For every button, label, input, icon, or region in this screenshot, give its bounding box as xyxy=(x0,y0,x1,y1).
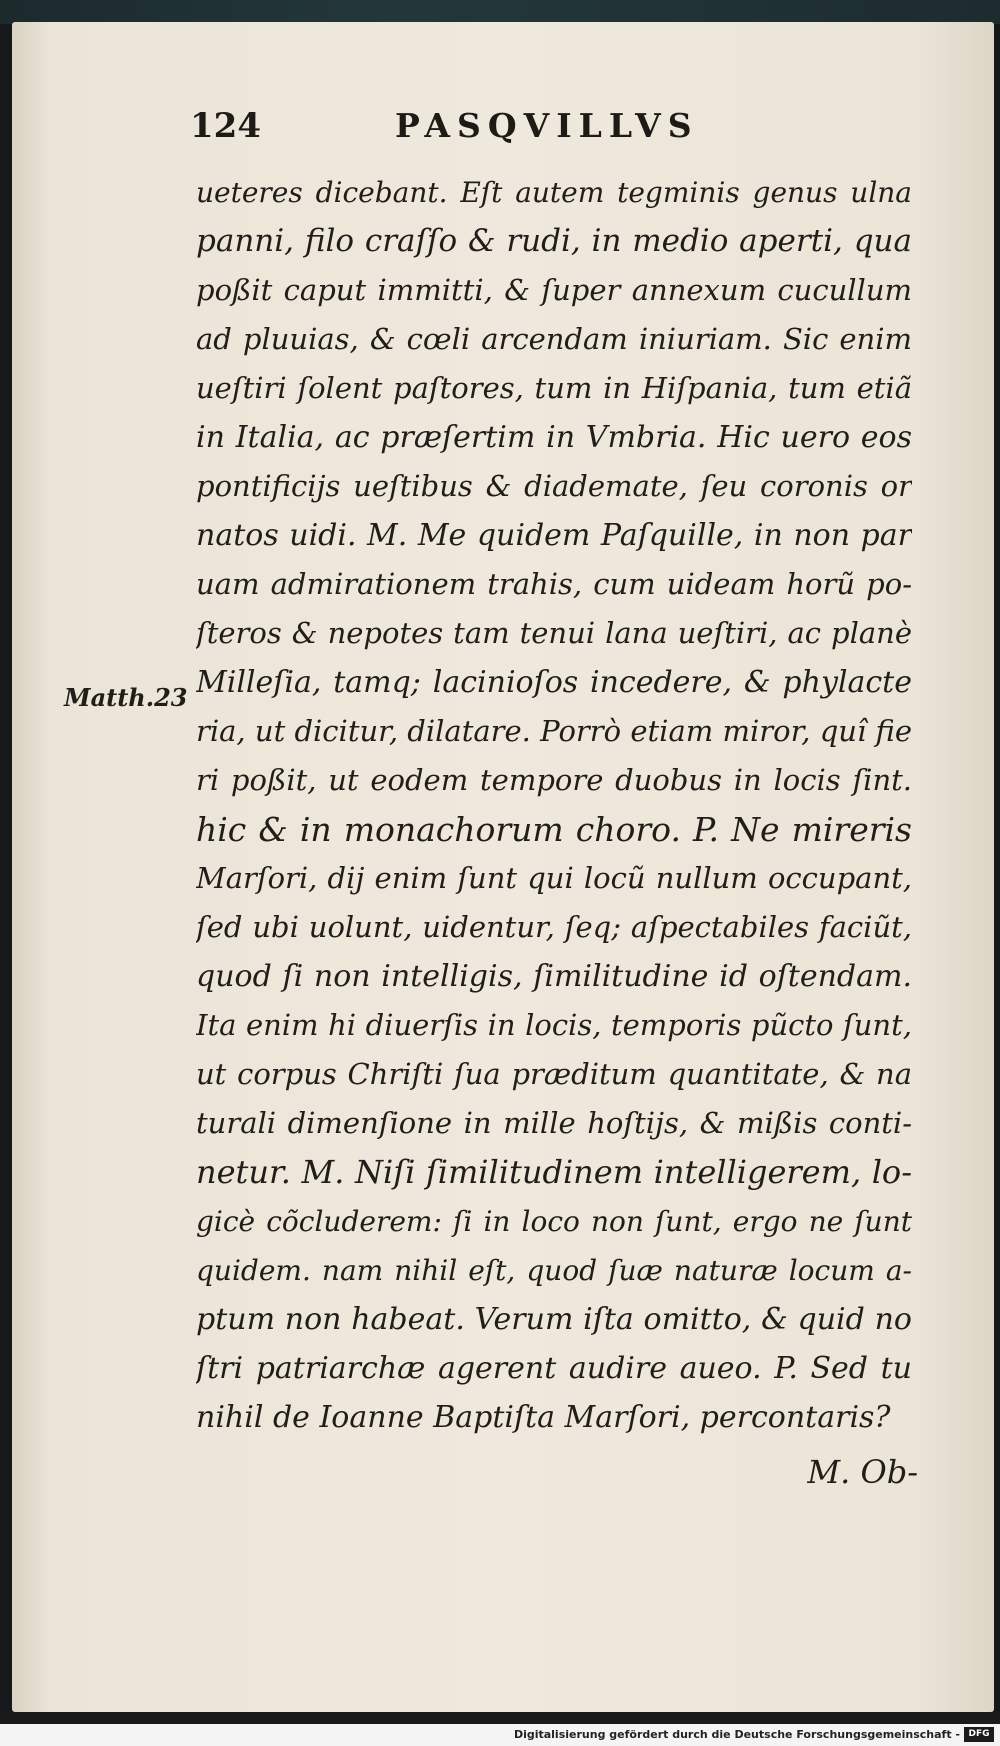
footer-credit-bar xyxy=(0,1724,1000,1746)
text-line: ſed ubi uolunt, uidentur, ſeq; aſpectabiles faciũt, xyxy=(196,910,912,944)
text-block xyxy=(196,168,912,1442)
text-line: turali dimenſione in mille hoſtijs, & mißis conti- xyxy=(196,1106,912,1140)
text-line: ſteros & nepotes tam tenui lana ueſtiri, ac planè xyxy=(196,616,912,650)
text-line: netur. M. Niſi ſimilitudinem intelligerem, lo- xyxy=(196,1153,912,1191)
text-line: natos uidi. M. Me quidem Paſquille, in non par xyxy=(196,518,912,553)
book-bottom-edge xyxy=(0,1712,1000,1724)
text-line: pontificijs ueſtibus & diademate, ſeu coronis or xyxy=(196,469,912,503)
text-line: Milleſia, tamq; lacinioſos incedere, & phylacte xyxy=(196,665,912,700)
text-line: hic & in monachorum choro. P. Ne mireris xyxy=(196,810,912,849)
text-line: uam admirationem trahis, cum uideam horũ po- xyxy=(196,567,912,601)
text-line: ri poßit, ut eodem tempore duobus in locis ſint. xyxy=(196,763,912,797)
dfg-logo: DFG xyxy=(964,1727,994,1742)
text-line: Ita enim hi diuerſis in locis, temporis pũcto ſunt, xyxy=(196,1008,912,1042)
text-line: gicè cõcluderem: ſi in loco non ſunt, ergo ne ſunt xyxy=(196,1205,912,1238)
catchword: M. Ob- xyxy=(807,1453,918,1491)
text-line: ueſtiri ſolent paſtores, tum in Hiſpania, tum etiã xyxy=(196,371,912,405)
text-line: quidem. nam nihil eſt, quod ſuæ naturæ locum a- xyxy=(196,1254,912,1287)
text-line: ueteres dicebant. Eſt autem tegminis genus ulna xyxy=(196,176,912,209)
running-head: PASQVILLVS xyxy=(395,106,699,145)
text-line: Marſori, dij enim ſunt qui locũ nullum occupant, xyxy=(196,861,912,895)
text-line: ſtri patriarchæ agerent audire aueo. P. Sed tu xyxy=(196,1351,912,1386)
book-cover-edge xyxy=(0,0,1000,24)
digitization-credit: Digitalisierung gefördert durch die Deutsche Forschungsgemeinschaft - xyxy=(513,1728,960,1741)
text-line: panni, filo craſſo & rudi, in medio aperti, qua xyxy=(196,223,912,259)
text-line: ria, ut dicitur, dilatare. Porrò etiam miror, quî fie xyxy=(196,714,912,748)
text-line: in Italia, ac præſertim in Vmbria. Hic uero eos xyxy=(196,420,912,455)
marginal-note: Matth.23 xyxy=(64,683,188,712)
text-line: quod ſi non intelligis, ſimilitudine id oſtendam. xyxy=(196,959,912,994)
text-line: ut corpus Chriſti ſua præditum quantitate, & na xyxy=(196,1057,912,1091)
page-number: 124 xyxy=(190,106,261,146)
text-line: ad pluuias, & cœli arcendam iniuriam. Sic enim xyxy=(196,322,912,356)
text-line: poßit caput immitti, & ſuper annexum cucullum xyxy=(196,273,912,307)
text-line: nihil de Ioanne Baptiſta Marſori, percontaris? xyxy=(196,1400,891,1435)
text-line: ptum non habeat. Verum iſta omitto, & quid no xyxy=(196,1302,912,1337)
